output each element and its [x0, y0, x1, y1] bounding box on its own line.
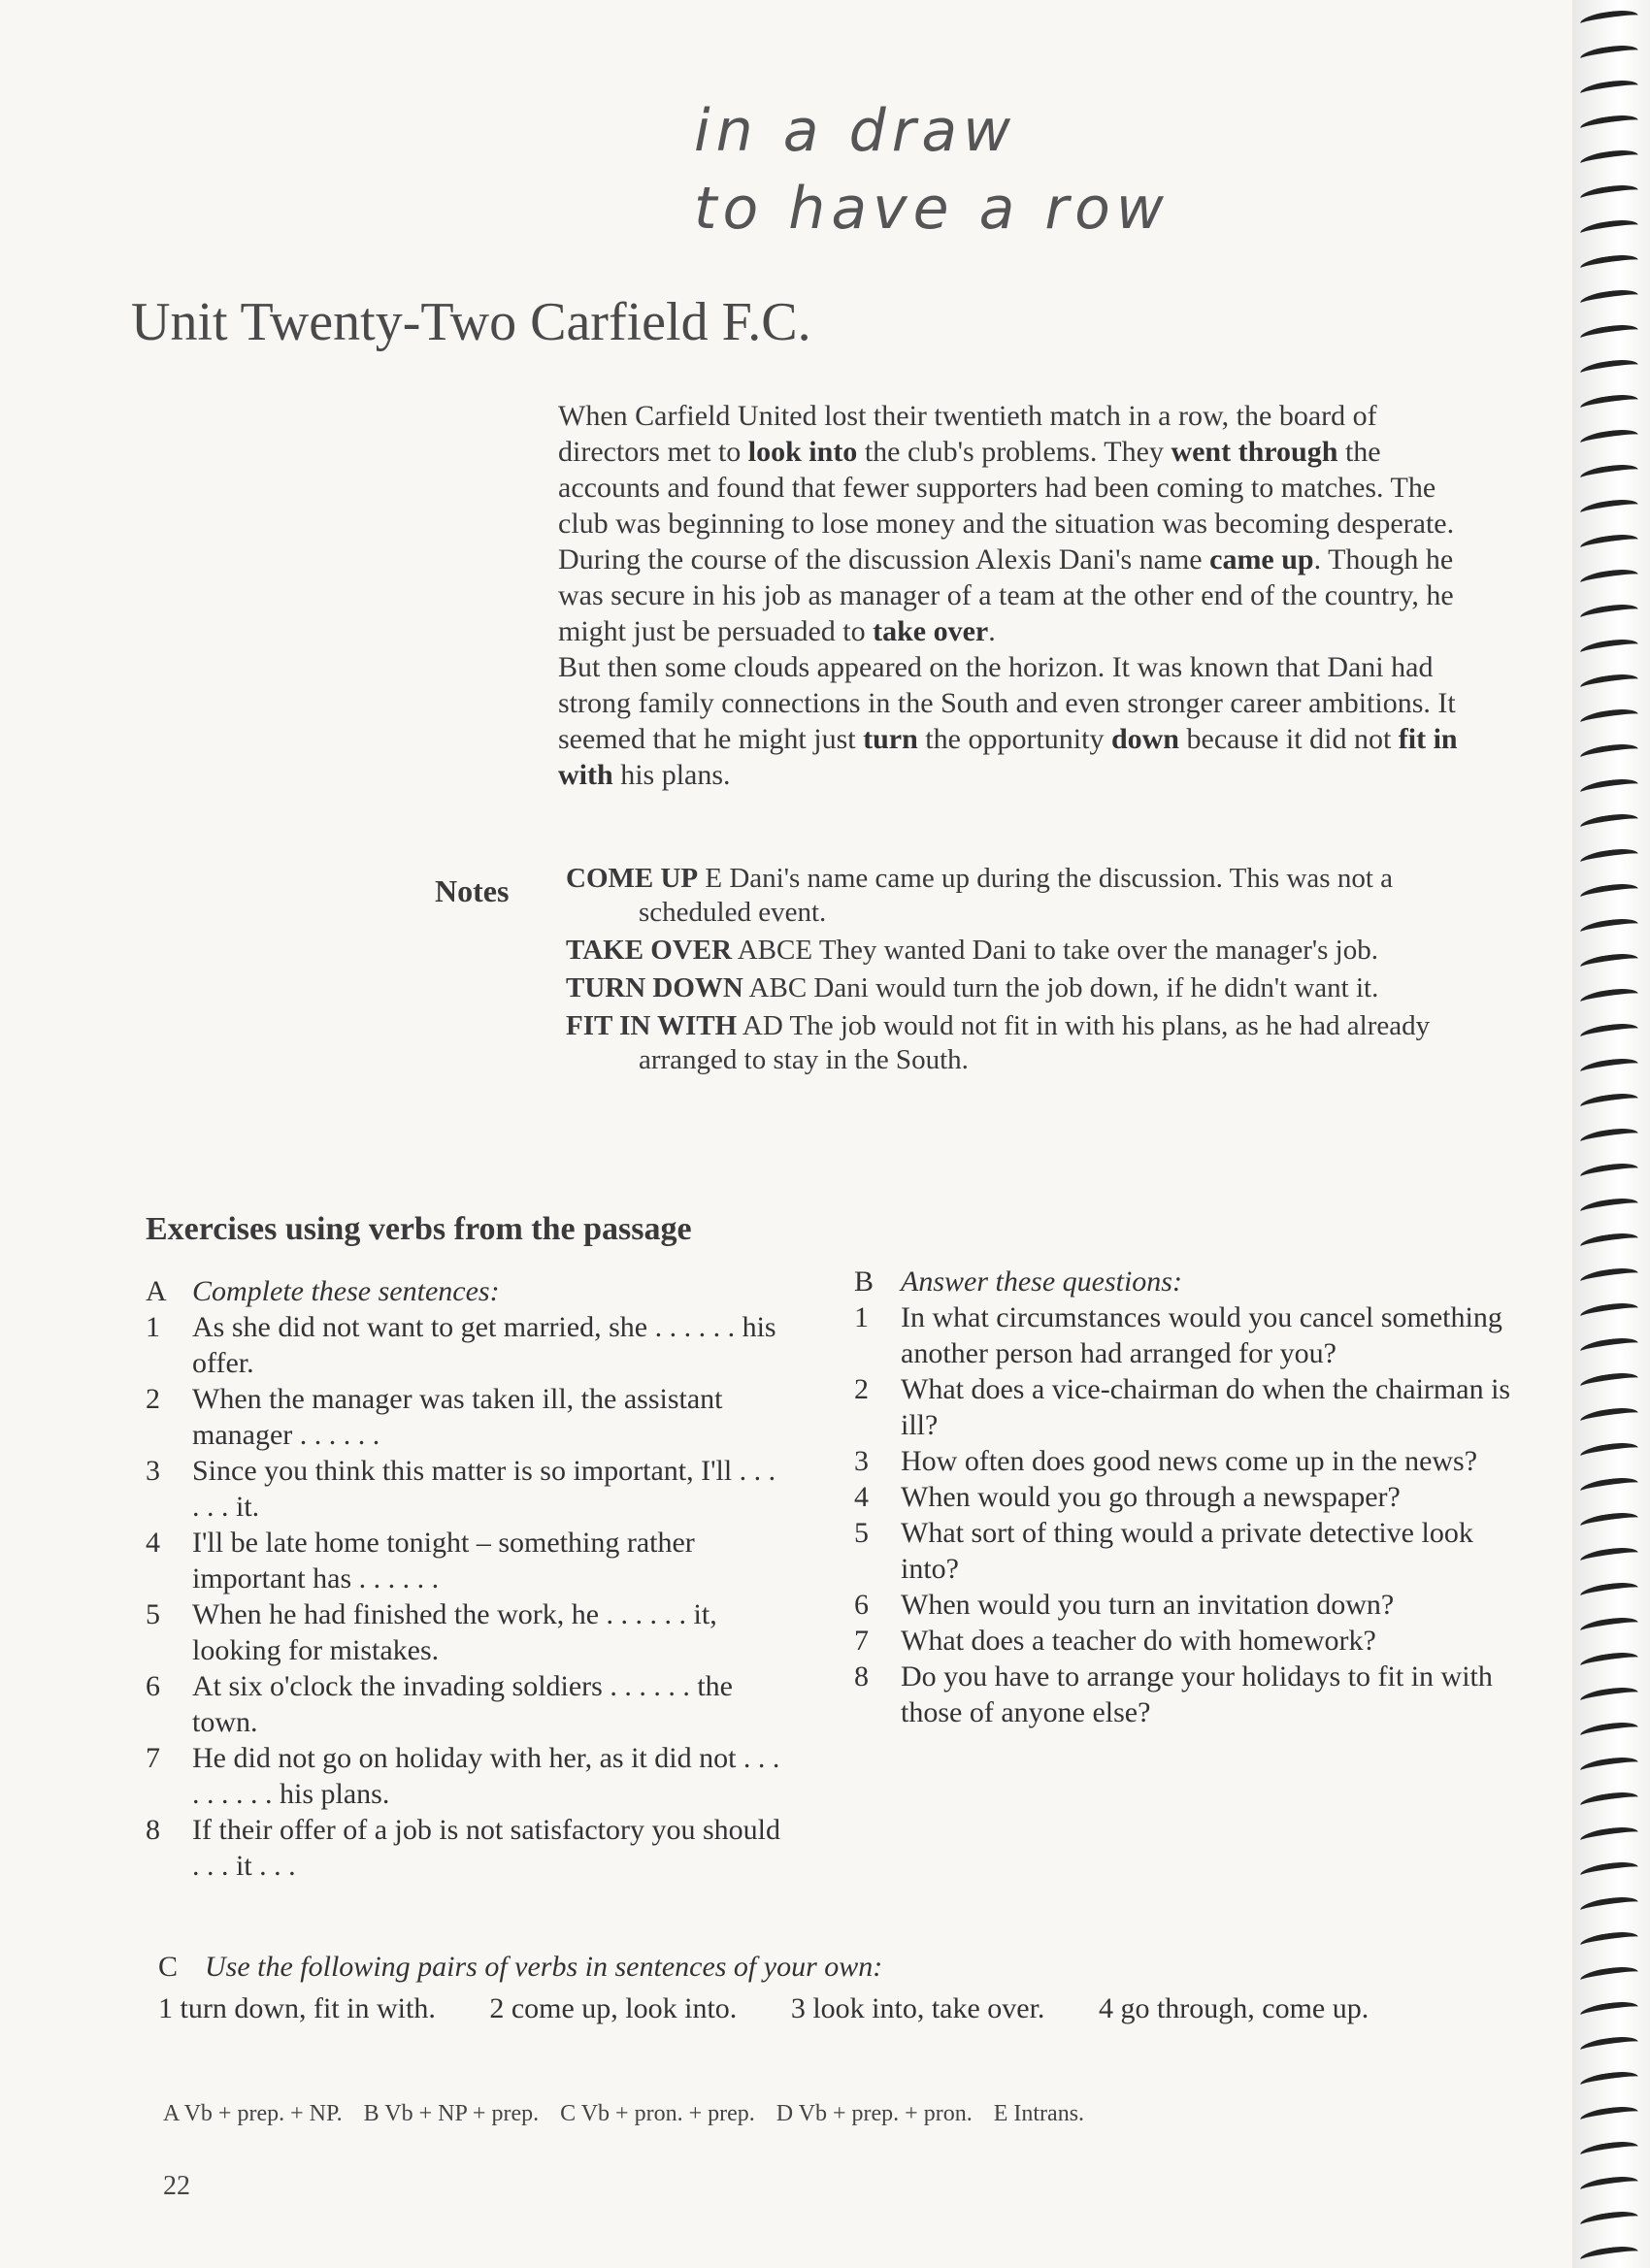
spiral-coil [1579, 986, 1639, 1009]
exercise-b-item [854, 1623, 1524, 1659]
passage-paragraph-2 [558, 649, 1480, 793]
legend-item [364, 2101, 539, 2126]
exercise-c-pairs [158, 1990, 1478, 2026]
grammar-legend [163, 2101, 1106, 2127]
legend-key: C [560, 2101, 577, 2126]
item-text: Since you think this matter is so important, I'll . . . . . . it. [192, 1455, 776, 1523]
verb-pair [1099, 1992, 1369, 2024]
pair-text: look into, take over. [812, 1992, 1045, 2024]
spiral-coil [1579, 357, 1639, 380]
spiral-coil [1579, 148, 1639, 171]
exercises-heading: Exercises using verbs from the passage [146, 1211, 692, 1247]
exercise-a-item [146, 1381, 786, 1453]
exercise-a-item [146, 1812, 786, 1884]
item-number: 6 [854, 1589, 869, 1621]
note-text: Dani's name came up during the discussion. This was not a scheduled event. [639, 863, 1393, 928]
exercise-b-item [854, 1443, 1524, 1479]
spiral-coil [1579, 741, 1639, 765]
exercise-b-item [854, 1371, 1524, 1443]
spiral-coil [1579, 637, 1639, 660]
note-codes: E [705, 863, 723, 894]
passage [558, 398, 1480, 793]
spiral-coil [1579, 252, 1639, 276]
spiral-coil [1579, 2174, 1639, 2197]
item-text: At six o'clock the invading soldiers . . . . . . the town. [192, 1670, 733, 1738]
passage-text: because it did not [1179, 723, 1399, 755]
spiral-coil [1579, 1440, 1639, 1463]
pair-number: 3 [790, 1992, 806, 2024]
spiral-coil [1579, 182, 1639, 206]
pair-text: come up, look into. [511, 1992, 738, 2024]
note-text: The job would not fit in with his plans, as he had already arranged to stay in the South. [639, 1010, 1431, 1075]
spiral-coil [1579, 1231, 1639, 1254]
legend-value: Intrans. [1013, 2101, 1085, 2126]
phrasal-verb: went through [1171, 436, 1338, 468]
handwritten-note-1: in a draw [694, 97, 1017, 165]
item-number: 7 [146, 1742, 160, 1774]
exercise-b-item [854, 1479, 1524, 1515]
spiral-coil [1579, 846, 1639, 870]
spiral-coil [1579, 113, 1639, 136]
exercise-c-label: C [158, 1951, 179, 1983]
spiral-coil [1579, 1615, 1639, 1638]
passage-text: When Carfield United lost their twentieth match in a row, the board of directors met to [558, 400, 1377, 468]
spiral-coil [1579, 776, 1639, 800]
exercise-b [854, 1264, 1524, 1730]
spiral-coil [1579, 1964, 1639, 1988]
legend-item [776, 2101, 973, 2126]
spiral-coil [1579, 2139, 1639, 2162]
phrasal-verb: fit in with [558, 723, 1458, 791]
spiral-coil [1579, 1790, 1639, 1813]
spiral-coil [1579, 2034, 1639, 2057]
verb-pair [158, 1992, 436, 2024]
exercise-b-item [854, 1515, 1524, 1587]
item-text: I'll be late home tonight – something rather important has . . . . . . [192, 1527, 695, 1594]
note-item [566, 934, 1498, 968]
item-number: 8 [854, 1660, 869, 1693]
note-codes: ABC [748, 972, 808, 1003]
note-item [566, 1009, 1498, 1077]
verb-pair [791, 1992, 1045, 2024]
spiral-coil [1579, 672, 1639, 695]
item-text: What does a vice-chairman do when the chairman is ill? [901, 1373, 1511, 1441]
passage-text: his plans. [612, 759, 731, 791]
phrasal-verb: down [1110, 723, 1179, 755]
note-item [566, 971, 1498, 1005]
exercise-a-instruction: Complete these sentences: [192, 1275, 500, 1307]
note-term: TAKE OVER [566, 935, 733, 966]
spiral-coil [1579, 567, 1639, 590]
note-item [566, 862, 1498, 930]
handwritten-note-2: to have a row [694, 175, 1170, 243]
legend-value: Vb + pron. + prep. [580, 2101, 755, 2126]
item-text: In what circumstances would you cancel something another person had arranged for you? [901, 1301, 1502, 1369]
spiral-coil [1579, 43, 1639, 66]
spiral-coil [1579, 1859, 1639, 1883]
item-number: 4 [146, 1527, 160, 1559]
spiral-coil [1579, 1161, 1639, 1184]
legend-value: Vb + NP + prep. [384, 2101, 540, 2126]
item-number: 7 [854, 1625, 869, 1657]
legend-key: D [776, 2101, 794, 2126]
spiral-coil [1579, 1824, 1639, 1848]
item-number: 6 [146, 1670, 160, 1702]
note-codes: AD [742, 1010, 783, 1041]
verb-pair [489, 1992, 737, 2024]
spiral-coil [1579, 951, 1639, 974]
spiral-coil [1579, 1650, 1639, 1673]
exercise-a-item [146, 1740, 786, 1812]
spiral-coil [1579, 217, 1639, 241]
item-text: How often does good news come up in the news? [901, 1445, 1478, 1477]
notes-label: Notes [435, 873, 510, 908]
spiral-coil [1579, 1545, 1639, 1568]
spiral-coil [1579, 1510, 1639, 1533]
legend-item [994, 2101, 1084, 2126]
spiral-coil [1579, 1475, 1639, 1498]
exercise-b-instruction: Answer these questions: [901, 1265, 1182, 1298]
spiral-coil [1579, 1056, 1639, 1079]
passage-text: . [988, 615, 996, 647]
spiral-coil [1579, 1999, 1639, 2022]
legend-item [163, 2101, 343, 2126]
spiral-coil [1579, 427, 1639, 450]
spiral-coil [1579, 1929, 1639, 1953]
legend-value: Vb + prep. + NP. [183, 2101, 343, 2126]
item-text: Do you have to arrange your holidays to fit in with those of anyone else? [901, 1660, 1493, 1728]
item-text: When would you turn an invitation down? [901, 1589, 1395, 1621]
exercise-b-label: B [854, 1265, 874, 1298]
spiral-coil [1579, 2069, 1639, 2092]
exercise-a-item [146, 1453, 786, 1525]
spiral-coil [1579, 916, 1639, 939]
note-term: FIT IN WITH [566, 1010, 738, 1041]
notes-list [566, 862, 1498, 1081]
item-number: 2 [146, 1383, 160, 1415]
passage-text: . Though he was secure in his job as manager of a team at the other end of the country, he might just be persuaded to [558, 543, 1454, 647]
item-number: 5 [854, 1517, 869, 1549]
passage-text: the club's problems. They [857, 436, 1172, 468]
item-text: He did not go on holiday with her, as it did not . . . . . . . . . his plans. [192, 1742, 780, 1810]
page-number: 22 [163, 2171, 190, 2201]
exercise-a-item [146, 1525, 786, 1596]
spiral-coil [1579, 881, 1639, 904]
spiral-coil [1579, 8, 1639, 31]
item-number: 8 [146, 1814, 160, 1846]
exercise-a-item [146, 1596, 786, 1668]
spiral-coil [1579, 1300, 1639, 1324]
spiral-coil [1579, 2209, 1639, 2232]
item-number: 3 [854, 1445, 869, 1477]
spiral-coil [1579, 322, 1639, 345]
spiral-coil [1579, 392, 1639, 415]
item-text: When he had finished the work, he . . . . . . it, looking for mistakes. [192, 1598, 717, 1666]
exercise-a-label: A [146, 1275, 167, 1307]
spiral-coil [1579, 532, 1639, 555]
exercise-b-item [854, 1659, 1524, 1730]
spiral-coil [1579, 1335, 1639, 1359]
pair-text: turn down, fit in with. [180, 1992, 436, 2024]
spiral-coil [1579, 1265, 1639, 1289]
item-number: 2 [854, 1373, 869, 1405]
spiral-coil [1579, 707, 1639, 730]
spiral-coil [1579, 602, 1639, 625]
spiral-coil [1579, 2104, 1639, 2127]
item-number: 4 [854, 1481, 869, 1513]
item-text: When the manager was taken ill, the assistant manager . . . . . . [192, 1383, 723, 1451]
passage-text: the accounts and found that fewer supporters had been coming to matches. The club was beginning to lose money and the situation was becoming desperate. During the course of the discussion Alexis Dani's name [558, 436, 1455, 575]
spiral-coil [1579, 1196, 1639, 1219]
spiral-coil [1579, 2244, 1639, 2267]
phrasal-verb: take over [873, 615, 989, 647]
item-number: 1 [854, 1301, 869, 1333]
exercise-c [158, 1949, 1517, 2026]
spiral-coil [1579, 1685, 1639, 1708]
note-codes: ABCE [737, 935, 813, 966]
item-number: 5 [146, 1598, 160, 1630]
pair-text: go through, come up. [1120, 1992, 1370, 2024]
legend-key: A [163, 2101, 180, 2126]
exercise-b-item [854, 1299, 1524, 1371]
spiral-coil [1579, 811, 1639, 835]
pair-number: 2 [489, 1992, 505, 2024]
passage-text: But then some clouds appeared on the horizon. It was known that Dani had strong family connections in the South and even stronger career ambitions. It seemed that he might just [558, 651, 1456, 755]
note-text: Dani would turn the job down, if he didn't want it. [813, 972, 1379, 1003]
spiral-coil [1579, 287, 1639, 311]
passage-text: the opportunity [917, 723, 1111, 755]
exercise-a-item [146, 1668, 786, 1740]
exercise-c-instruction: Use the following pairs of verbs in sentences of your own: [205, 1951, 883, 1983]
item-number: 1 [146, 1311, 160, 1343]
spiral-coil [1579, 1580, 1639, 1603]
phrasal-verb: turn [863, 723, 918, 755]
spiral-coil [1579, 1021, 1639, 1044]
item-text: What sort of thing would a private detective look into? [901, 1517, 1473, 1585]
phrasal-verb: look into [747, 436, 858, 468]
spiral-coil [1579, 462, 1639, 485]
legend-item [560, 2101, 755, 2126]
legend-key: E [993, 2101, 1008, 2126]
note-term: COME UP [566, 863, 699, 894]
spiral-coil [1579, 1720, 1639, 1743]
spiral-coil [1579, 1126, 1639, 1149]
item-text: When would you go through a newspaper? [901, 1481, 1401, 1513]
note-text: They wanted Dani to take over the manager's job. [818, 935, 1378, 966]
item-text: What does a teacher do with homework? [901, 1625, 1376, 1657]
phrasal-verb: came up [1209, 543, 1314, 575]
legend-value: Vb + prep. + pron. [798, 2101, 973, 2126]
spiral-coil [1579, 1894, 1639, 1918]
spiral-coil [1579, 497, 1639, 520]
item-text: If their offer of a job is not satisfactory you should . . . it . . . [192, 1814, 780, 1882]
exercise-a [146, 1273, 786, 1884]
legend-key: B [363, 2101, 380, 2126]
pair-number: 4 [1098, 1992, 1113, 2024]
passage-paragraph-1 [558, 398, 1480, 649]
exercise-b-item [854, 1587, 1524, 1623]
spiral-binding [1572, 0, 1650, 2268]
spiral-coil [1579, 1091, 1639, 1114]
page-title: Unit Twenty-Two Carfield F.C. [131, 292, 811, 352]
spiral-coil [1579, 1755, 1639, 1778]
note-term: TURN DOWN [566, 972, 743, 1003]
spiral-coil [1579, 1370, 1639, 1394]
spiral-coil [1579, 1405, 1639, 1429]
pair-number: 1 [158, 1992, 173, 2024]
exercise-a-item [146, 1309, 786, 1381]
item-text: As she did not want to get married, she . . . . . . his offer. [192, 1311, 776, 1379]
spiral-coil [1579, 78, 1639, 101]
item-number: 3 [146, 1455, 160, 1487]
